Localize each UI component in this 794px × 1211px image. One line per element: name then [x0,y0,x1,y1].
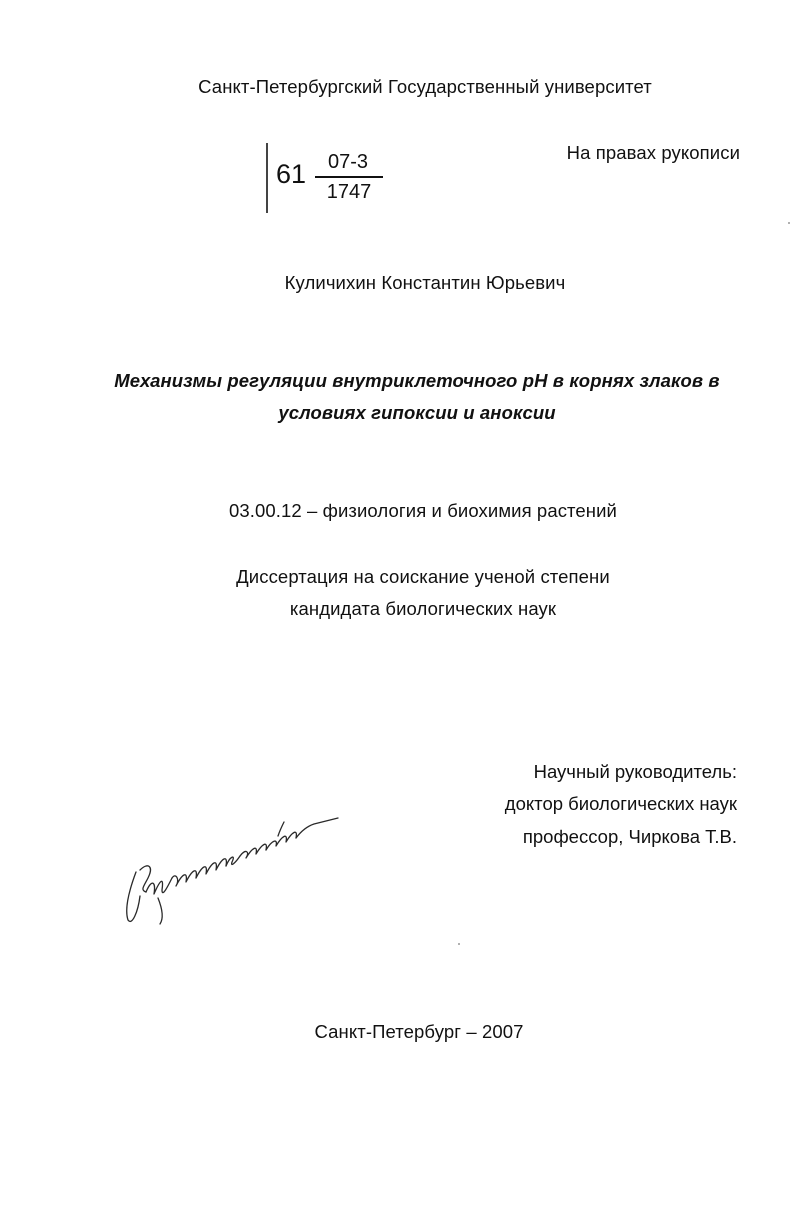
author-name: Куличихин Константин Юрьевич [284,272,566,293]
scan-speck [788,222,790,224]
scan-speck [458,943,460,945]
specialty-code: 03.00.12 – физиология и биохимия растений [228,500,617,521]
supervisor-heading: Научный руководитель: [533,761,737,782]
stamp-numerator: 07-3 [327,151,369,173]
university-name: Санкт-Петербургский Государственный университет [198,76,652,97]
city-and-year: Санкт-Петербург – 2007 [314,1021,524,1042]
stamp-denominator: 1747 [326,181,372,203]
degree-line-2: кандидата биологических наук [289,598,557,619]
degree-line-1: Диссертация на соискание ученой степени [236,566,610,587]
thesis-title-line-1: Механизмы регуляции внутриклеточного pH в корнях злаков в [114,370,720,391]
supervisor-name: профессор, Чиркова Т.В. [522,826,737,847]
stamp-fraction-line [315,176,383,178]
rights-note: На правах рукописи [566,142,740,163]
stamp-vertical-line [266,143,268,213]
handwritten-signature [118,800,343,930]
stamp-prefix: 61 [276,159,307,189]
thesis-title-line-2: условиях гипоксии и аноксии [278,402,556,423]
supervisor-degree: доктор биологических наук [504,793,737,814]
